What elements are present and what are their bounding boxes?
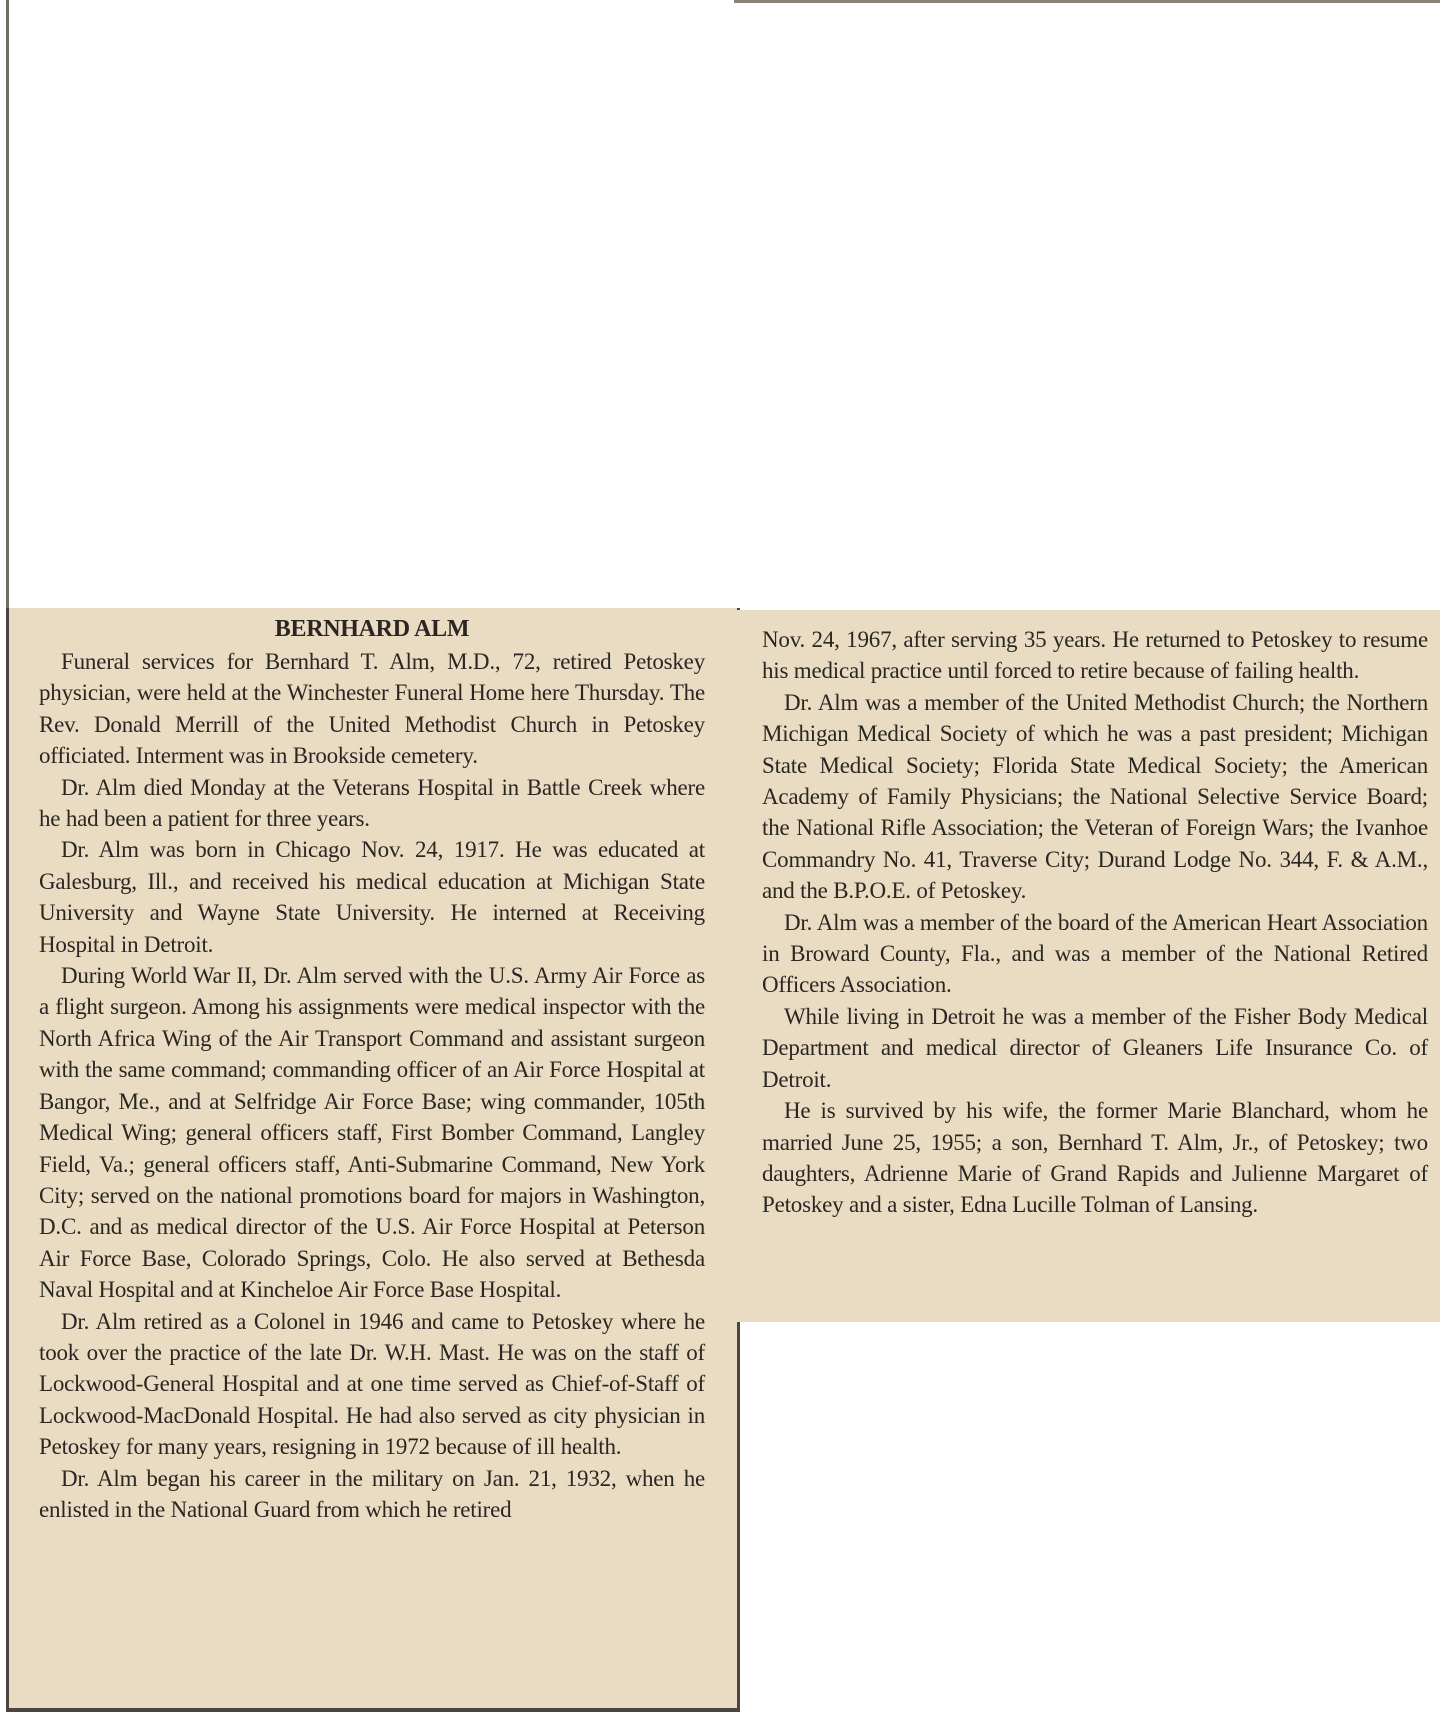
top-rule xyxy=(734,0,1440,3)
article-paragraph: Funeral services for Bernhard T. Alm, M.D., 72, retired Petoskey physician, were held at the Winchester Funeral Home here Thursday. The Rev. Donald Merrill of the United Methodist Church in Petoskey officiated. Interment was in Brookside cemetery. xyxy=(39,649,705,769)
article-paragraph: Dr. Alm was born in Chicago Nov. 24, 1917. He was educated at Galesburg, Ill., and received his medical education at Michigan State University and Wayne State University. He interned at Receiving Hospital in Detroit. xyxy=(39,837,705,957)
left-rule xyxy=(6,0,9,608)
article-paragraph: Dr. Alm was a member of the United Methodist Church; the Northern Michigan Medical Society of which he was a past president; Michigan State Medical Society; Florida State Medical Society; the American Academy of Family Physicians; the National Selective Service Board; the National Rifle Association; the Veteran of Foreign Wars; the Ivanhoe Commandry No. 41, Traverse City; Durand Lodge No. 344, F. & A.M., and the B.P.O.E. of Petoskey. xyxy=(762,689,1428,904)
article-paragraph: Dr. Alm was a member of the board of the American Heart Association in Broward County, Fla., and was a member of the National Retired Officers Association. xyxy=(762,909,1428,998)
article-paragraph: During World War II, Dr. Alm served with the U.S. Army Air Force as a flight surgeon. Among his assignments were medical inspector with the North Africa Wing of the Air Transport Command and assistant surgeon with the same command; commanding officer of an Air Force Hospital at Bangor, Me., and at Selfridge Air Force Base; wing commander, 105th Medical Wing; general officers staff, First Bomber Command, Langley Field, Va.; general officers staff, Anti-Submarine Command, New York City; served on the national promotions board for majors in Washington, D.C. and as medical director of the U.S. Air Force Hospital at Peterson Air Force Base, Colorado Springs, Colo. He also served at Bethesda Naval Hospital and at Kincheloe Air Force Base Hospital. xyxy=(39,963,705,1303)
article-continuation: Nov. 24, 1967, after serving 35 years. He returned to Petoskey to resume his medical practice until forced to retire because of failing health. xyxy=(762,627,1428,684)
article-paragraph: Dr. Alm died Monday at the Veterans Hospital in Battle Creek where he had been a patient for three years. xyxy=(39,774,705,832)
clipping-right-column xyxy=(734,610,1440,1322)
article-paragraph: Dr. Alm began his career in the military on Jan. 21, 1932, when he enlisted in the National Guard from which he retired xyxy=(39,1465,705,1522)
article-paragraph: While living in Detroit he was a member of the Fisher Body Medical Department and medical director of Gleaners Life Insurance Co. of Detroit. xyxy=(762,1003,1428,1092)
article-paragraph: Dr. Alm retired as a Colonel in 1946 and came to Petoskey where he took over the practice of the late Dr. W.H. Mast. He was on the staff of Lockwood-General Hospital and at one time served as Chief-of-Staff of Lockwood-MacDonald Hospital. He had also served as city physician in Petoskey for many years, resigning in 1972 because of ill health. xyxy=(39,1308,705,1460)
clipping-left-column xyxy=(6,608,740,1712)
obituary-headline: BERNHARD ALM xyxy=(274,616,470,642)
article-paragraph: He is survived by his wife, the former Marie Blanchard, whom he married June 25, 1955; a son, Bernhard T. Alm, Jr., of Petoskey; two daughters, Adrienne Marie of Grand Rapids and Julienne Margaret of Petoskey and a sister, Edna Lucille Tolman of Lansing. xyxy=(762,1098,1428,1218)
